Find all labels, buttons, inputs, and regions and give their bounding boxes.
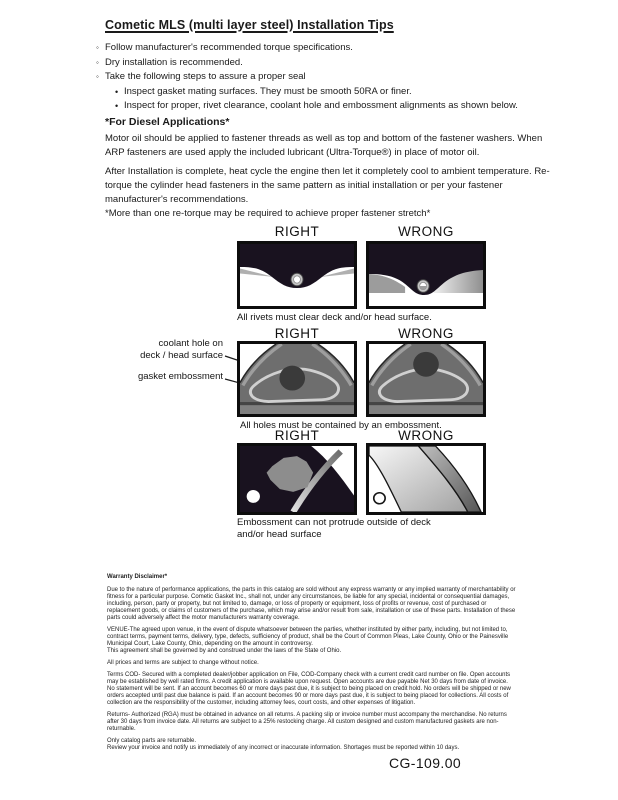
diesel-paragraph-2: After Installation is complete, heat cycle the engine then let it completely cool to ambient temperature. Re-torque the cylinder head fasteners in the same pattern as initial installation or per your fastener manufacturer's recommendations. — [105, 166, 550, 206]
coolant-hole-label-line1: coolant hole on — [158, 338, 223, 349]
coolant-right-header: RIGHT — [274, 326, 320, 341]
installation-tips-list — [96, 41, 518, 114]
embossment-caption-line2: and/or head surface — [237, 529, 322, 540]
returns-paragraph: Returns- Authorized (RGA) must be obtained in advance on all returns. A packing slip or invoice number must accompany the merchandise. No returns after 30 days from invoice date. All returns are subject to a 25% restocking charge. All custom designed and custom manufactured gaskets are non-returnable. — [107, 712, 507, 732]
coolant-wrong-header: WRONG — [398, 326, 454, 341]
diesel-paragraph-1: Motor oil should be applied to fastener threads as well as top and bottom of the fastener washers. When ARP fasteners are used apply the included lubricant (Ultra-Torque®) in place of motor oil. — [105, 133, 543, 159]
coolant-hole-label — [100, 338, 223, 362]
embossment-right-illustration — [240, 446, 354, 512]
list-item — [115, 99, 518, 114]
embossment-caption-line1: Embossment can not protrude outside of deck — [237, 517, 431, 528]
tip-text: Take the following steps to assure a proper seal — [105, 71, 306, 82]
terms-cod-paragraph: Terms COD- Secured with a completed dealer/jobber application on File, COD-Company check with a current credit card number on file. Open accounts may be established by well rated firms. A credit application is available upon request. Open accounts are due payable Net 30 days from date of invoice. No statement will be sent. If an account becomes 60 or more days past due, it is subject to being placed on credit hold. No orders will be shipped or new orders accepted until past due balance is paid. If an account becomes 90 or more days past due, it is subject to being placed for collections. All costs of collection are the responsibility of the customer, including attorney fees, court costs, and other expenses of litigation. — [107, 672, 511, 706]
dot-bullet-icon: • — [115, 101, 119, 111]
rivet-clearance-right-illustration — [240, 244, 354, 306]
tip-text: Follow manufacturer's recommended torque specifications. — [105, 42, 353, 53]
document-code: CG-109.00 — [389, 755, 462, 771]
coolant-hole-right-illustration — [240, 344, 354, 414]
circle-bullet-icon: ◦ — [96, 43, 99, 52]
warranty-paragraph: Due to the nature of performance applications, the parts in this catalog are sold without any express warranty or any implied warranty of merchantability or fitness for a particular purpose. Cometic Gasket Inc., shall not, under any circumstances, be liable for any special, incidental or consequential damages, including, person, party or property, but not limited to, damage, or loss of property or equipment, loss of profits or revenue, cost of purchased or replacement goods, or claims of customers of the purchase, which may arise and/or result from sale, installation or use of these parts. Installation of these parts could adversely affect the motor manufacturers warranty coverage. — [107, 587, 516, 621]
dot-bullet-icon: • — [115, 86, 119, 97]
circle-bullet-icon: ◦ — [96, 57, 99, 67]
legal-fine-print — [107, 574, 517, 757]
embossment-right-header: RIGHT — [274, 428, 320, 443]
embossment-wrong-diagram — [366, 443, 486, 515]
coolant-hole-label-line2: deck / head surface — [140, 350, 223, 361]
gasket-embossment-label: gasket embossment — [137, 371, 223, 382]
governing-law-line: This agreement shall be governed by and construed under the laws of the State of Ohio. — [107, 648, 342, 654]
rivet-caption: All rivets must clear deck and/or head surface. — [237, 312, 432, 323]
rivet-right-diagram — [237, 241, 357, 309]
retorque-note: *More than one re-torque may be required to achieve proper fastener stretch* — [105, 208, 431, 219]
list-item — [96, 56, 518, 71]
list-item — [96, 70, 518, 85]
tip-text: Inspect gasket mating surfaces. They must be smooth 50RA or finer. — [124, 85, 412, 97]
page-title: Cometic MLS (multi layer steel) Installation Tips — [105, 18, 394, 32]
embossment-wrong-illustration — [369, 446, 483, 512]
review-invoice-line: Review your invoice and notify us immediately of any incorrect or inaccurate information. Shortages must be reported within 10 days. — [107, 745, 460, 751]
rivet-right-header: RIGHT — [274, 224, 320, 239]
coolant-wrong-diagram — [366, 341, 486, 417]
embossment-wrong-header: WRONG — [398, 428, 454, 443]
embossment-right-diagram — [237, 443, 357, 515]
tip-text: Dry installation is recommended. — [105, 56, 243, 68]
list-item — [115, 85, 518, 100]
coolant-caption: All holes must be contained by an embossment. — [240, 420, 442, 431]
rivet-wrong-diagram — [366, 241, 486, 309]
circle-bullet-icon: ◦ — [96, 72, 99, 81]
coolant-right-diagram — [237, 341, 357, 417]
tip-text: Inspect for proper, rivet clearance, coolant hole and embossment alignments as shown below. — [124, 100, 518, 111]
rivet-clearance-wrong-illustration — [369, 244, 483, 306]
coolant-hole-wrong-illustration — [369, 344, 483, 414]
sub-list — [115, 85, 518, 114]
rivet-wrong-header: WRONG — [398, 224, 454, 239]
diesel-section-heading: *For Diesel Applications* — [105, 116, 230, 128]
list-item — [96, 41, 518, 56]
warranty-disclaimer-heading: Warranty Disclaimer* — [107, 574, 168, 580]
catalog-parts-line: Only catalog parts are returnable. — [107, 738, 197, 744]
prices-terms-line: All prices and terms are subject to change without notice. — [107, 660, 259, 666]
venue-paragraph: VENUE-The agreed upon venue, in the event of dispute whatsoever between the parties, whether instituted by either party, including, but not limited to, contract terms, payment terms, delivery, type, defects, sufficiency of product, shall be the Court of Common Pleas, Lake County, Ohio or the Painesville Municipal Court, Lake County, Ohio, depending on the amount in controversy. — [107, 627, 509, 647]
